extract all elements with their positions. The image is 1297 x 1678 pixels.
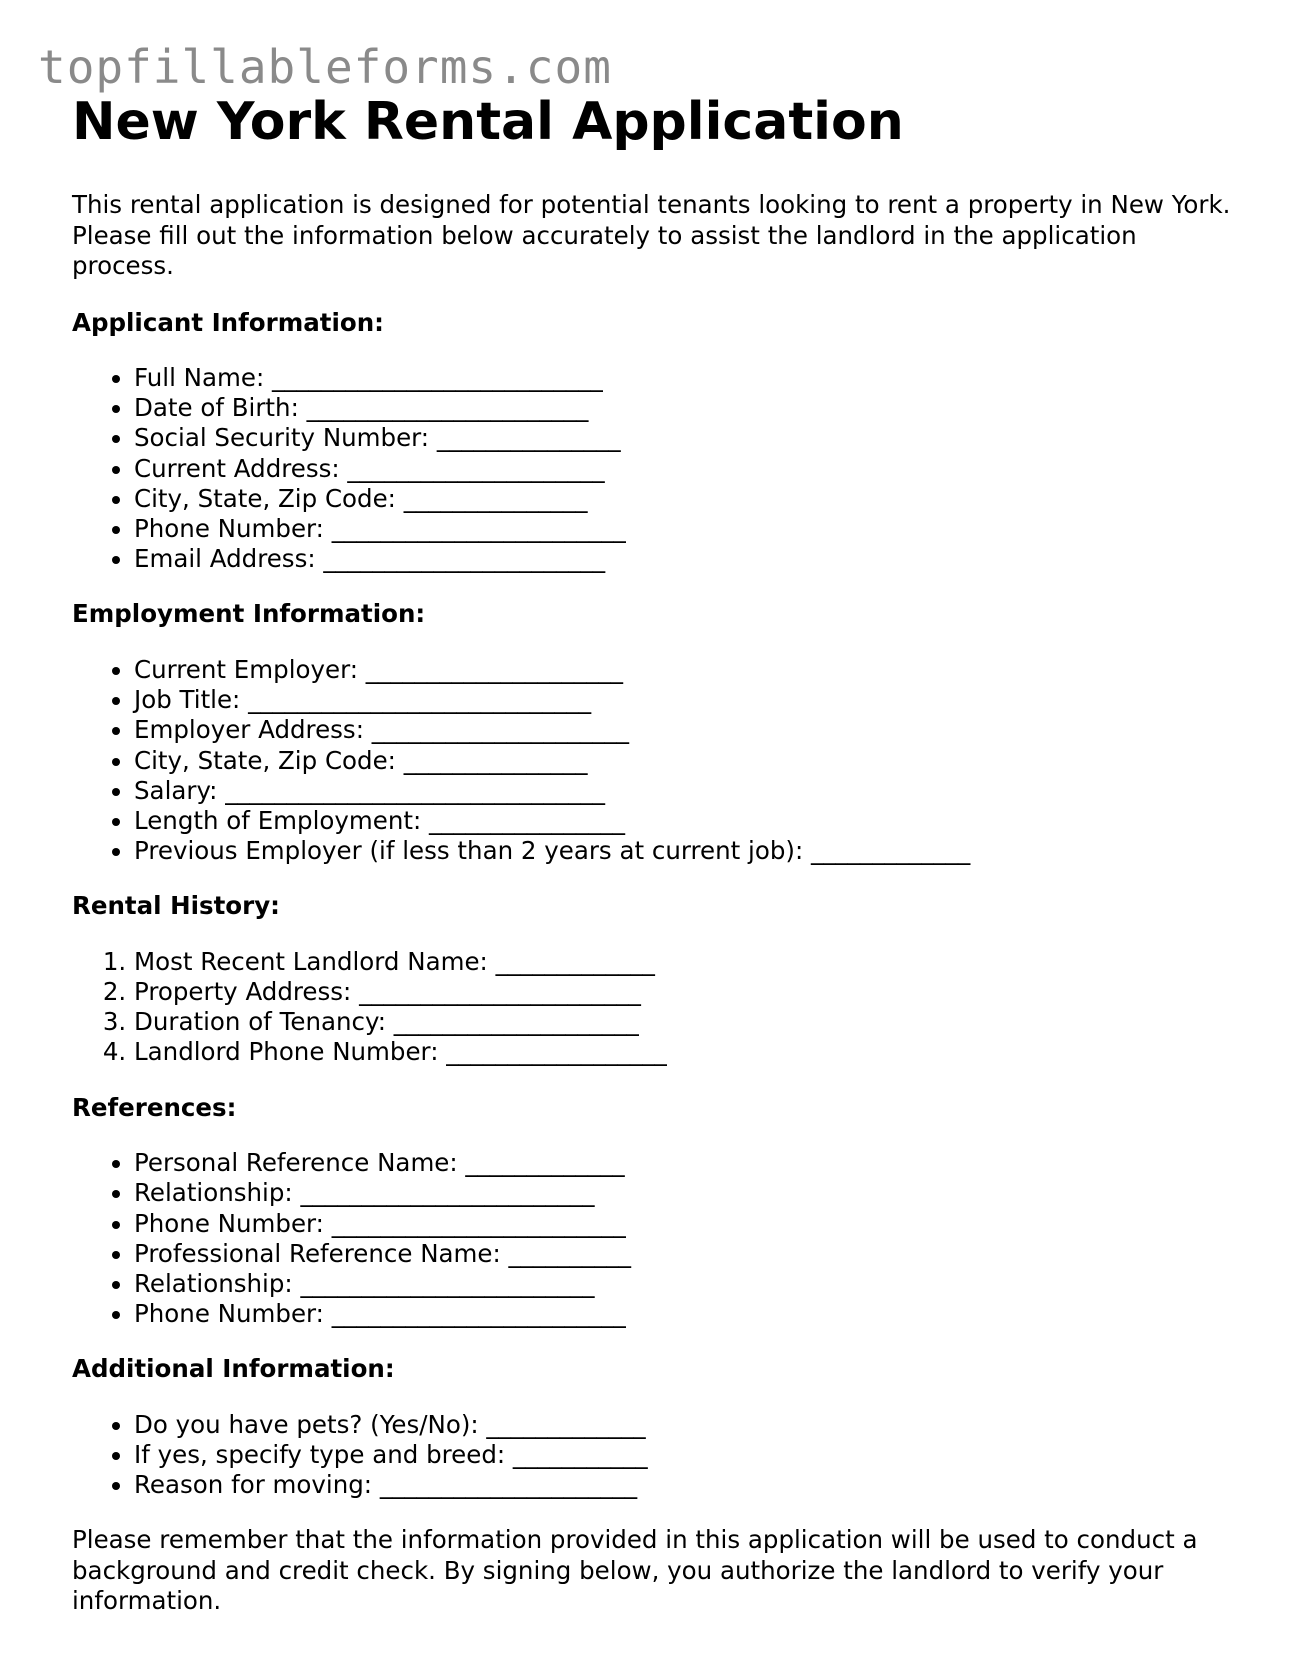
rental-history-field-list: [72, 947, 1232, 1068]
phone-number-field[interactable]: • Phone Number: ________________________: [134, 514, 1232, 544]
professional-phone-field[interactable]: • Phone Number: ________________________: [134, 1299, 1232, 1329]
city-state-zip-field[interactable]: • City, State, Zip Code: _______________: [134, 484, 1232, 514]
property-address-field[interactable]: 2. Property Address: _______________________: [134, 977, 1232, 1007]
personal-relationship-field[interactable]: • Relationship: ________________________: [134, 1178, 1232, 1208]
duration-of-tenancy-field[interactable]: 3. Duration of Tenancy: ____________________: [134, 1007, 1232, 1037]
previous-employer-field[interactable]: • Previous Employer (if less than 2 years at current job): _____________: [134, 836, 1232, 866]
employer-address-field[interactable]: • Employer Address: _____________________: [134, 715, 1232, 745]
intro-paragraph: This rental application is designed for potential tenants looking to rent a property in New York. Please fill out the information below accurately to assist the landlord in the application process.: [72, 190, 1231, 280]
professional-relationship-field[interactable]: • Relationship: ________________________: [134, 1269, 1232, 1299]
applicant-field-list: [72, 363, 1232, 574]
pets-field[interactable]: • Do you have pets? (Yes/No): _____________: [134, 1410, 1232, 1440]
email-address-field[interactable]: • Email Address: _______________________: [134, 544, 1232, 574]
employment-section-heading: Employment Information:: [72, 599, 426, 629]
page-title: New York Rental Application: [72, 92, 904, 152]
employment-field-list: [72, 655, 1232, 866]
personal-phone-field[interactable]: • Phone Number: ________________________: [134, 1209, 1232, 1239]
pet-type-breed-field[interactable]: • If yes, specify type and breed: ___________: [134, 1440, 1232, 1470]
document-body: [72, 90, 1232, 1617]
landlord-phone-field[interactable]: 4. Landlord Phone Number: __________________: [134, 1037, 1232, 1067]
applicant-section-heading: Applicant Information:: [72, 307, 384, 337]
job-title-field[interactable]: • Job Title: ____________________________: [134, 685, 1232, 715]
personal-reference-name-field[interactable]: • Personal Reference Name: _____________: [134, 1148, 1232, 1178]
references-field-list: [72, 1148, 1232, 1329]
additional-field-list: [72, 1410, 1232, 1501]
additional-section-heading: Additional Information:: [72, 1354, 395, 1384]
rental-history-section-heading: Rental History:: [72, 891, 280, 921]
landlord-name-field[interactable]: 1. Most Recent Landlord Name: _____________: [134, 947, 1232, 977]
professional-reference-name-field[interactable]: • Professional Reference Name: __________: [134, 1239, 1232, 1269]
ssn-field[interactable]: • Social Security Number: _______________: [134, 423, 1232, 453]
current-address-field[interactable]: • Current Address: _____________________: [134, 454, 1232, 484]
reason-for-moving-field[interactable]: • Reason for moving: _____________________: [134, 1470, 1232, 1500]
employer-city-state-zip-field[interactable]: • City, State, Zip Code: _______________: [134, 746, 1232, 776]
current-employer-field[interactable]: • Current Employer: _____________________: [134, 655, 1232, 685]
references-section-heading: References:: [72, 1092, 237, 1122]
date-of-birth-field[interactable]: • Date of Birth: _______________________: [134, 393, 1232, 423]
salary-field[interactable]: • Salary: _______________________________: [134, 776, 1232, 806]
watermark: topfillableforms.com: [38, 40, 612, 94]
length-of-employment-field[interactable]: • Length of Employment: ________________: [134, 806, 1232, 836]
closing-paragraph: Please remember that the information provided in this application will be used to conduct a background and credit check. By signing below, you authorize the landlord to verify your information.: [72, 1525, 1198, 1616]
full-name-field[interactable]: • Full Name: ___________________________: [134, 363, 1232, 393]
